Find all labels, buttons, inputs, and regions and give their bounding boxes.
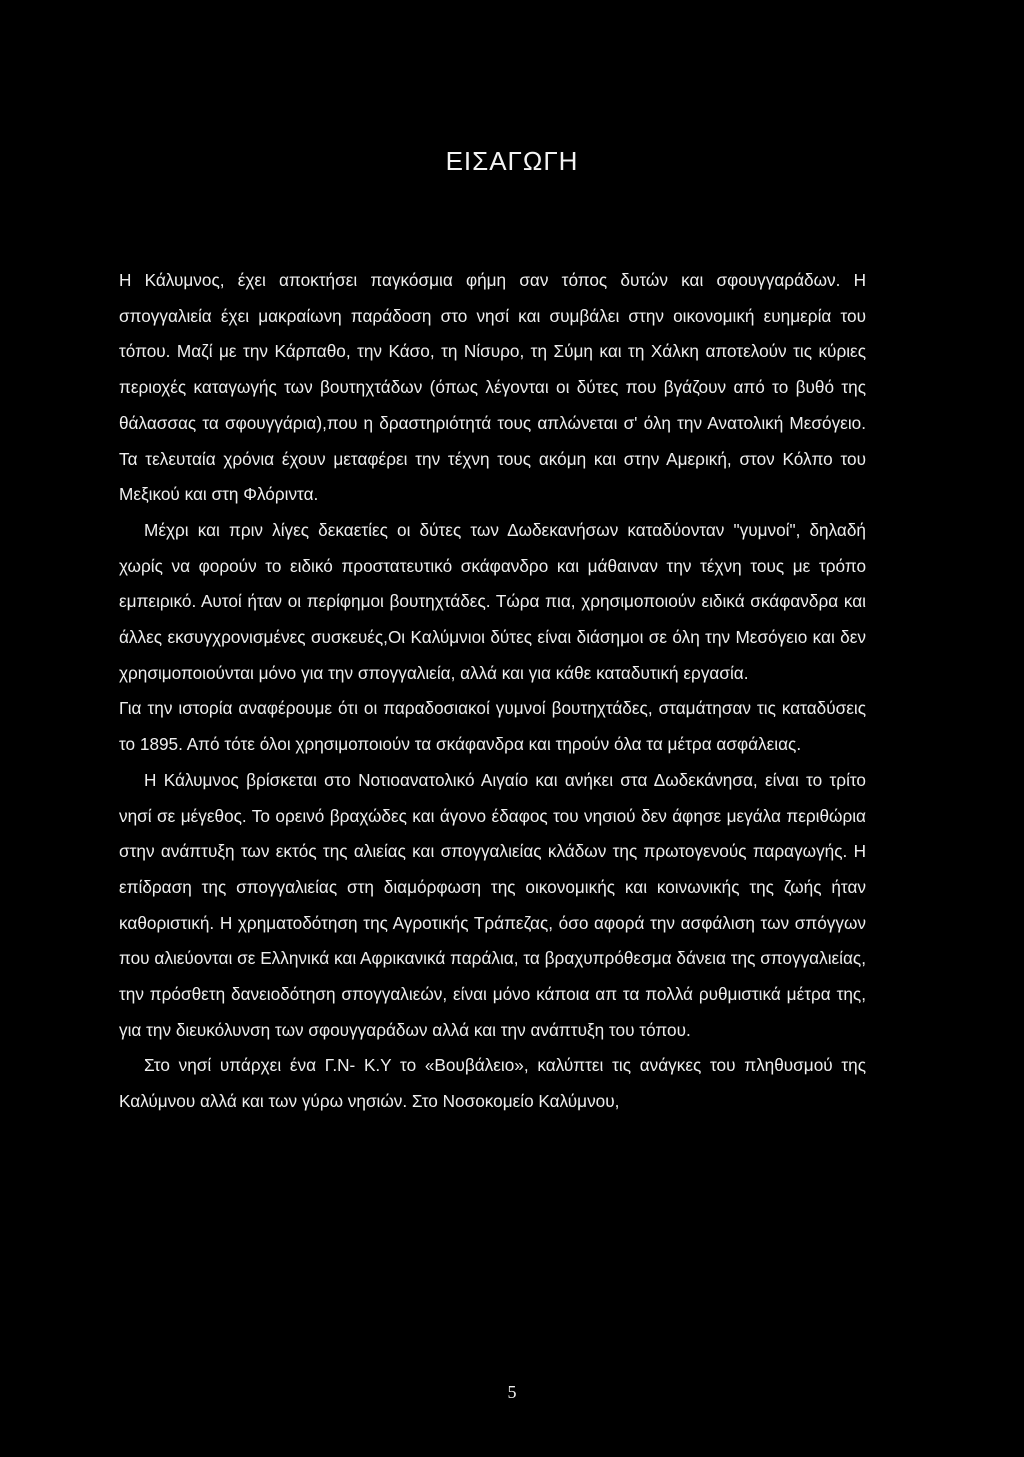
paragraph-2: Μέχρι και πριν λίγες δεκαετίες οι δύτες των Δωδεκανήσων καταδύονταν "γυμνοί", δηλαδή χωρίς να φορούν το ειδικό προστατευτικό σκάφανδρο και μάθαιναν την τέχνη τους με τρόπο εμπειρικό. Αυτοί ήταν οι περίφημοι βουτηχτάδες. Τώρα πια, χρησιμοποιούν ειδικά σκάφανδρα και άλλες εκσυγχρονισμένες συσκευές,Οι Καλύμνιοι δύτες είναι διάσημοι σε όλη την Μεσόγειο και δεν χρησιμοποιούνται μόνο για την σπογγαλιεία, αλλά και για κάθε καταδυτική εργασία. [119, 519, 866, 683]
paragraph-3: Για την ιστορία αναφέρουμε ότι οι παραδοσιακοί γυμνοί βουτηχτάδες, σταμάτησαν τις καταδύσεις το 1895. Από τότε όλοι χρησιμοποιούν τα σκάφανδρα και τηρούν όλα τα μέτρα ασφάλειας. [119, 698, 866, 755]
page-title: ΕΙΣΑΓΩΓΗ [445, 146, 579, 176]
body-text [119, 263, 866, 1120]
paragraph-4: Η Κάλυμνος βρίσκεται στο Νοτιοανατολικό Αιγαίο και ανήκει στα Δωδεκάνησα, είναι το τρίτο νησί σε μέγεθος. Το ορεινό βραχώδες και άγονο έδαφος του νησιού δεν άφησε μεγάλα περιθώρια στην ανάπτυξη των εκτός της αλιείας και σπογγαλιείας κλάδων της πρωτογενούς παραγωγής. Η επίδραση της σπογγαλιείας στη διαμόρφωση της οικονομικής και κοινωνικής της ζωής ήταν καθοριστική. Η χρηματοδότηση της Αγροτικής Τράπεζας, όσο αφορά την ασφάλιση των σπόγγων που αλιεύονται σε Ελληνικά και Αφρικανικά παράλια, τα βραχυπρόθεσμα δάνεια της σπογγαλιείας, την πρόσθετη δανειοδότηση σπογγαλιεών, είναι μόνο κάποια απ τα πολλά ρυθμιστικά μέτρα της, για την διευκόλυνση των σφουγγαράδων αλλά και την ανάπτυξη του τόπου. [119, 769, 866, 1040]
paragraph-1: Η Κάλυμνος, έχει αποκτήσει παγκόσμια φήμη σαν τόπος δυτών και σφουγγαράδων. Η σπογγαλιεία έχει μακραίωνη παράδοση στο νησί και συμβάλει στην οικονομική ευημερία του τόπου. Μαζί με την Κάρπαθο, την Κάσο, τη Νίσυρο, τη Σύμη και τη Χάλκη αποτελούν τις κύριες περιοχές καταγωγής των βουτηχτάδων (όπως λέγονται οι δύτες που βγάζουν από το βυθό της θάλασσας τα σφουγγάρια),που η δραστηριότητά τους απλώνεται σ' όλη την Ανατολική Μεσόγειο. Τα τελευταία χρόνια έχουν μεταφέρει την τέχνη τους ακόμη και στην Αμερική, στον Κόλπο του Μεξικού και στη Φλόριντα. [119, 270, 866, 505]
paragraph-5: Στο νησί υπάρχει ένα Γ.Ν- Κ.Υ το «Βουβάλειο», καλύπτει τις ανάγκες του πληθυσμού της Καλύμνου αλλά και των γύρω νησιών. Στο Νοσοκομείο Καλύμνου, [119, 1055, 866, 1112]
page-number: 5 [507, 1382, 517, 1402]
